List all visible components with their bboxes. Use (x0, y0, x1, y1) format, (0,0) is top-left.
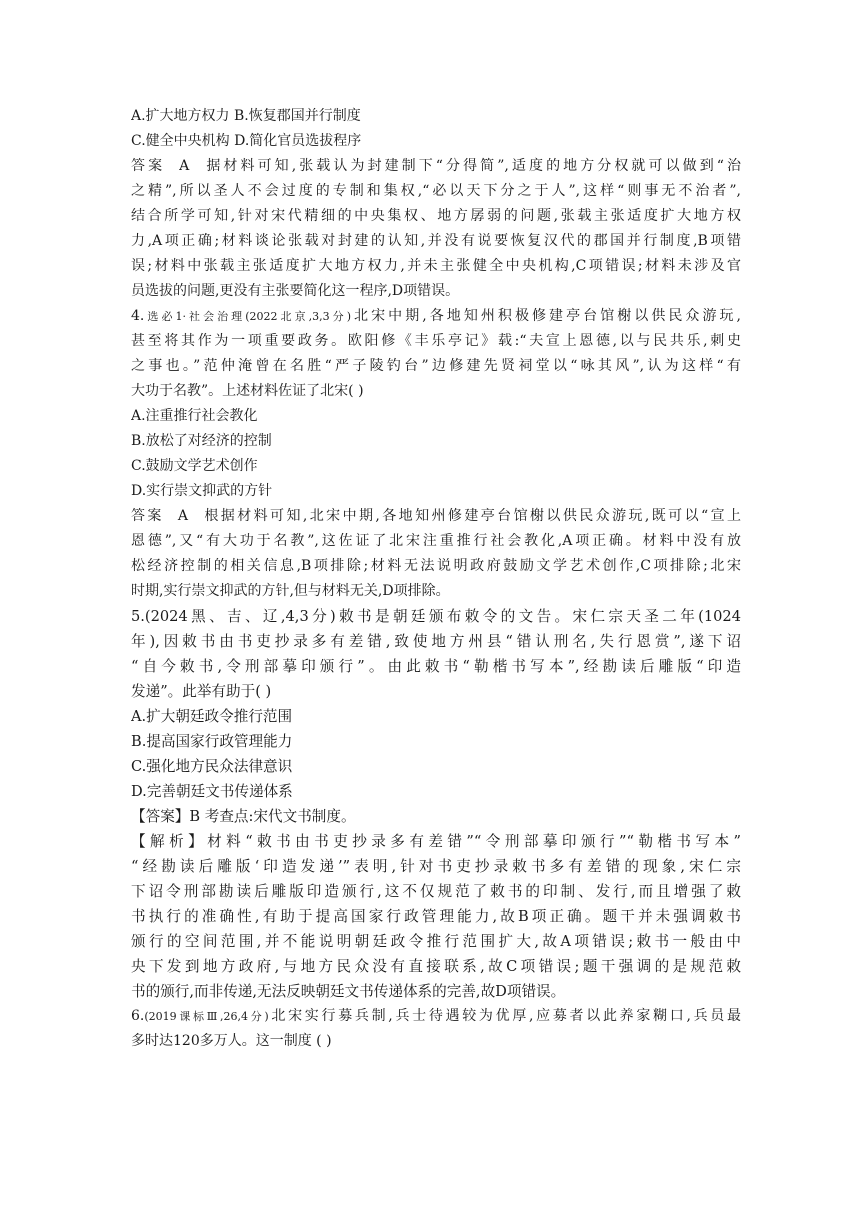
q5-stem-line-3: “自今敕书,令刑部摹印颁行”。由此敕书“勒楷书写本”,经勘读后雕版“印造 (131, 658, 741, 675)
q4-option-a: A.注重推行社会教化 (131, 408, 258, 424)
q3-explanation-line-3: 结合所学可知,针对宋代精细的中央集权、地方孱弱的问题,张载主张适度扩大地方权 (131, 208, 741, 224)
q4-stem-line-3: 之事也。”范仲淹曾在名胜“严子陵钓台”边修建先贤祠堂以“咏其风”,认为这样“有 (131, 358, 741, 374)
q5-analysis-line-3: 下诏令刑部勘读后雕版印造颁行,这不仅规范了敕书的印制、发行,而且增强了敕 (131, 883, 741, 900)
q3-explanation-line-4: 力,A项正确;材料谈论张载对封建的认知,并没有说要恢复汉代的郡国并行制度,B项错 (131, 233, 741, 249)
q6-stem-first-line (131, 1004, 741, 1029)
q5-stem-first-line: 5.(2024黑、吉、辽,4,3分)敕书是朝廷颁布敕令的文告。宋仁宗天圣二年(1024 (131, 608, 741, 625)
q3-explanation-line-6: 员选拔的问题,更没有主张要简化这一程序,D项错误。 (131, 283, 460, 299)
q4-stem-first: 北宋中期,各地知州积极修建亭台馆榭以供民众游玩, (351, 308, 741, 324)
q3-answer-line (131, 154, 741, 179)
q3-options-row-2: C.健全中央机构 D.简化官员选拔程序 (131, 133, 362, 149)
q5-stem-line-2: 年),因敕书由书吏抄录多有差错,致使地方州县“错认刑名,失行恩赏”,遂下诏 (131, 633, 741, 650)
q3-explanation-line-1: 据材料可知,张载认为封建制下“分得简”,适度的地方分权就可以做到“治 (203, 158, 741, 174)
q5-analysis-line-4: 书执行的准确性,有助于提高国家行政管理能力,故B项正确。题干并未强调敕书 (131, 908, 741, 925)
q3-options-row-1: A.扩大地方权力 B.恢复郡国并行制度 (131, 108, 361, 124)
q5-stem-line-4: 发递”。此举有助于( ) (131, 683, 272, 700)
q4-source-tag: 选必1·社会治理(2022北京,3,3分) (144, 310, 352, 323)
q4-explanation-first: 根据材料可知,北宋中期,各地知州修建亭台馆榭以供民众游玩,既可以“宣上 (201, 508, 741, 524)
q4-number: 4. (131, 308, 145, 324)
q5-analysis-line-1: 【解析】材料“敕书由书吏抄录多有差错”“令刑部摹印颁行”“勒楷书写本” (131, 833, 741, 850)
q5-option-b: B.提高国家行政管理能力 (131, 733, 293, 750)
q5-analysis-line-6: 央下发到地方政府,与地方民众没有直接联系,故C项错误;题干强调的是规范敕 (131, 958, 741, 975)
q4-answer-choice: A (177, 508, 188, 524)
q5-option-c: C.强化地方民众法律意识 (131, 758, 293, 775)
q3-answer-choice: A (179, 158, 190, 174)
q3-answer-label: 答案 (131, 158, 166, 174)
q4-stem-first-line (131, 304, 741, 329)
q4-option-b: B.放松了对经济的控制 (131, 433, 272, 449)
q4-explanation-line-4: 时期,实行崇文抑武的方针,但与材料无关,D项排除。 (131, 583, 450, 599)
q5-answer-line: 【答案】B 考查点:宋代文书制度。 (131, 808, 356, 825)
q4-explanation-line-3: 松经济控制的相关信息,B项排除;材料无法说明政府鼓励文学艺术创作,C项排除;北宋 (131, 558, 741, 574)
q4-stem-line-4: 大功于名教”。上述材料佐证了北宋( ) (131, 383, 364, 399)
q4-stem-line-2: 甚至将其作为一项重要政务。欧阳修《丰乐亭记》载:“夫宣上恩德,以与民共乐,刺史 (131, 333, 741, 349)
q6-stem-line-2: 多时达120多万人。这一制度 ( ) (131, 1033, 332, 1049)
q5-analysis-line-2: “经勘读后雕版‘印造发递’”表明,针对书吏抄录敕书多有差错的现象,宋仁宗 (131, 858, 741, 875)
q4-option-c: C.鼓励文学艺术创作 (131, 458, 258, 474)
q4-answer-line (131, 504, 741, 529)
q6-source-tag: (2019课标Ⅲ,26,4分) (144, 1010, 269, 1023)
q4-option-d: D.实行崇文抑武的方针 (131, 483, 273, 499)
q6-number: 6. (131, 1008, 145, 1024)
document-content (131, 104, 741, 1054)
q4-explanation-line-2: 恩德”,又“有大功于名教”,这佐证了北宋注重推行社会教化,A项正确。材料中没有放 (131, 533, 741, 549)
q5-option-d: D.完善朝廷文书传递体系 (131, 783, 293, 800)
q6-stem-first: 北宋实行募兵制,兵士待遇较为优厚,应募者以此养家糊口,兵员最 (268, 1008, 741, 1024)
q5-analysis-line-5: 颁行的空间范围,并不能说明朝廷政令推行范围扩大,故A项错误;敕书一般由中 (131, 933, 741, 950)
q3-explanation-line-2: 之精”,所以圣人不会过度的专制和集权,“必以天下分之于人”,这样“则事无不治者”, (131, 183, 741, 199)
q5-option-a: A.扩大朝廷政令推行范围 (131, 708, 293, 725)
q3-explanation-line-5: 误;材料中张载主张适度扩大地方权力,并未主张健全中央机构,C项错误;材料未涉及官 (131, 258, 741, 274)
q5-analysis-line-7: 书的颁行,而非传递,无法反映朝廷文书传递体系的完善,故D项错误。 (131, 983, 566, 1000)
q4-answer-label: 答案 (131, 508, 164, 524)
